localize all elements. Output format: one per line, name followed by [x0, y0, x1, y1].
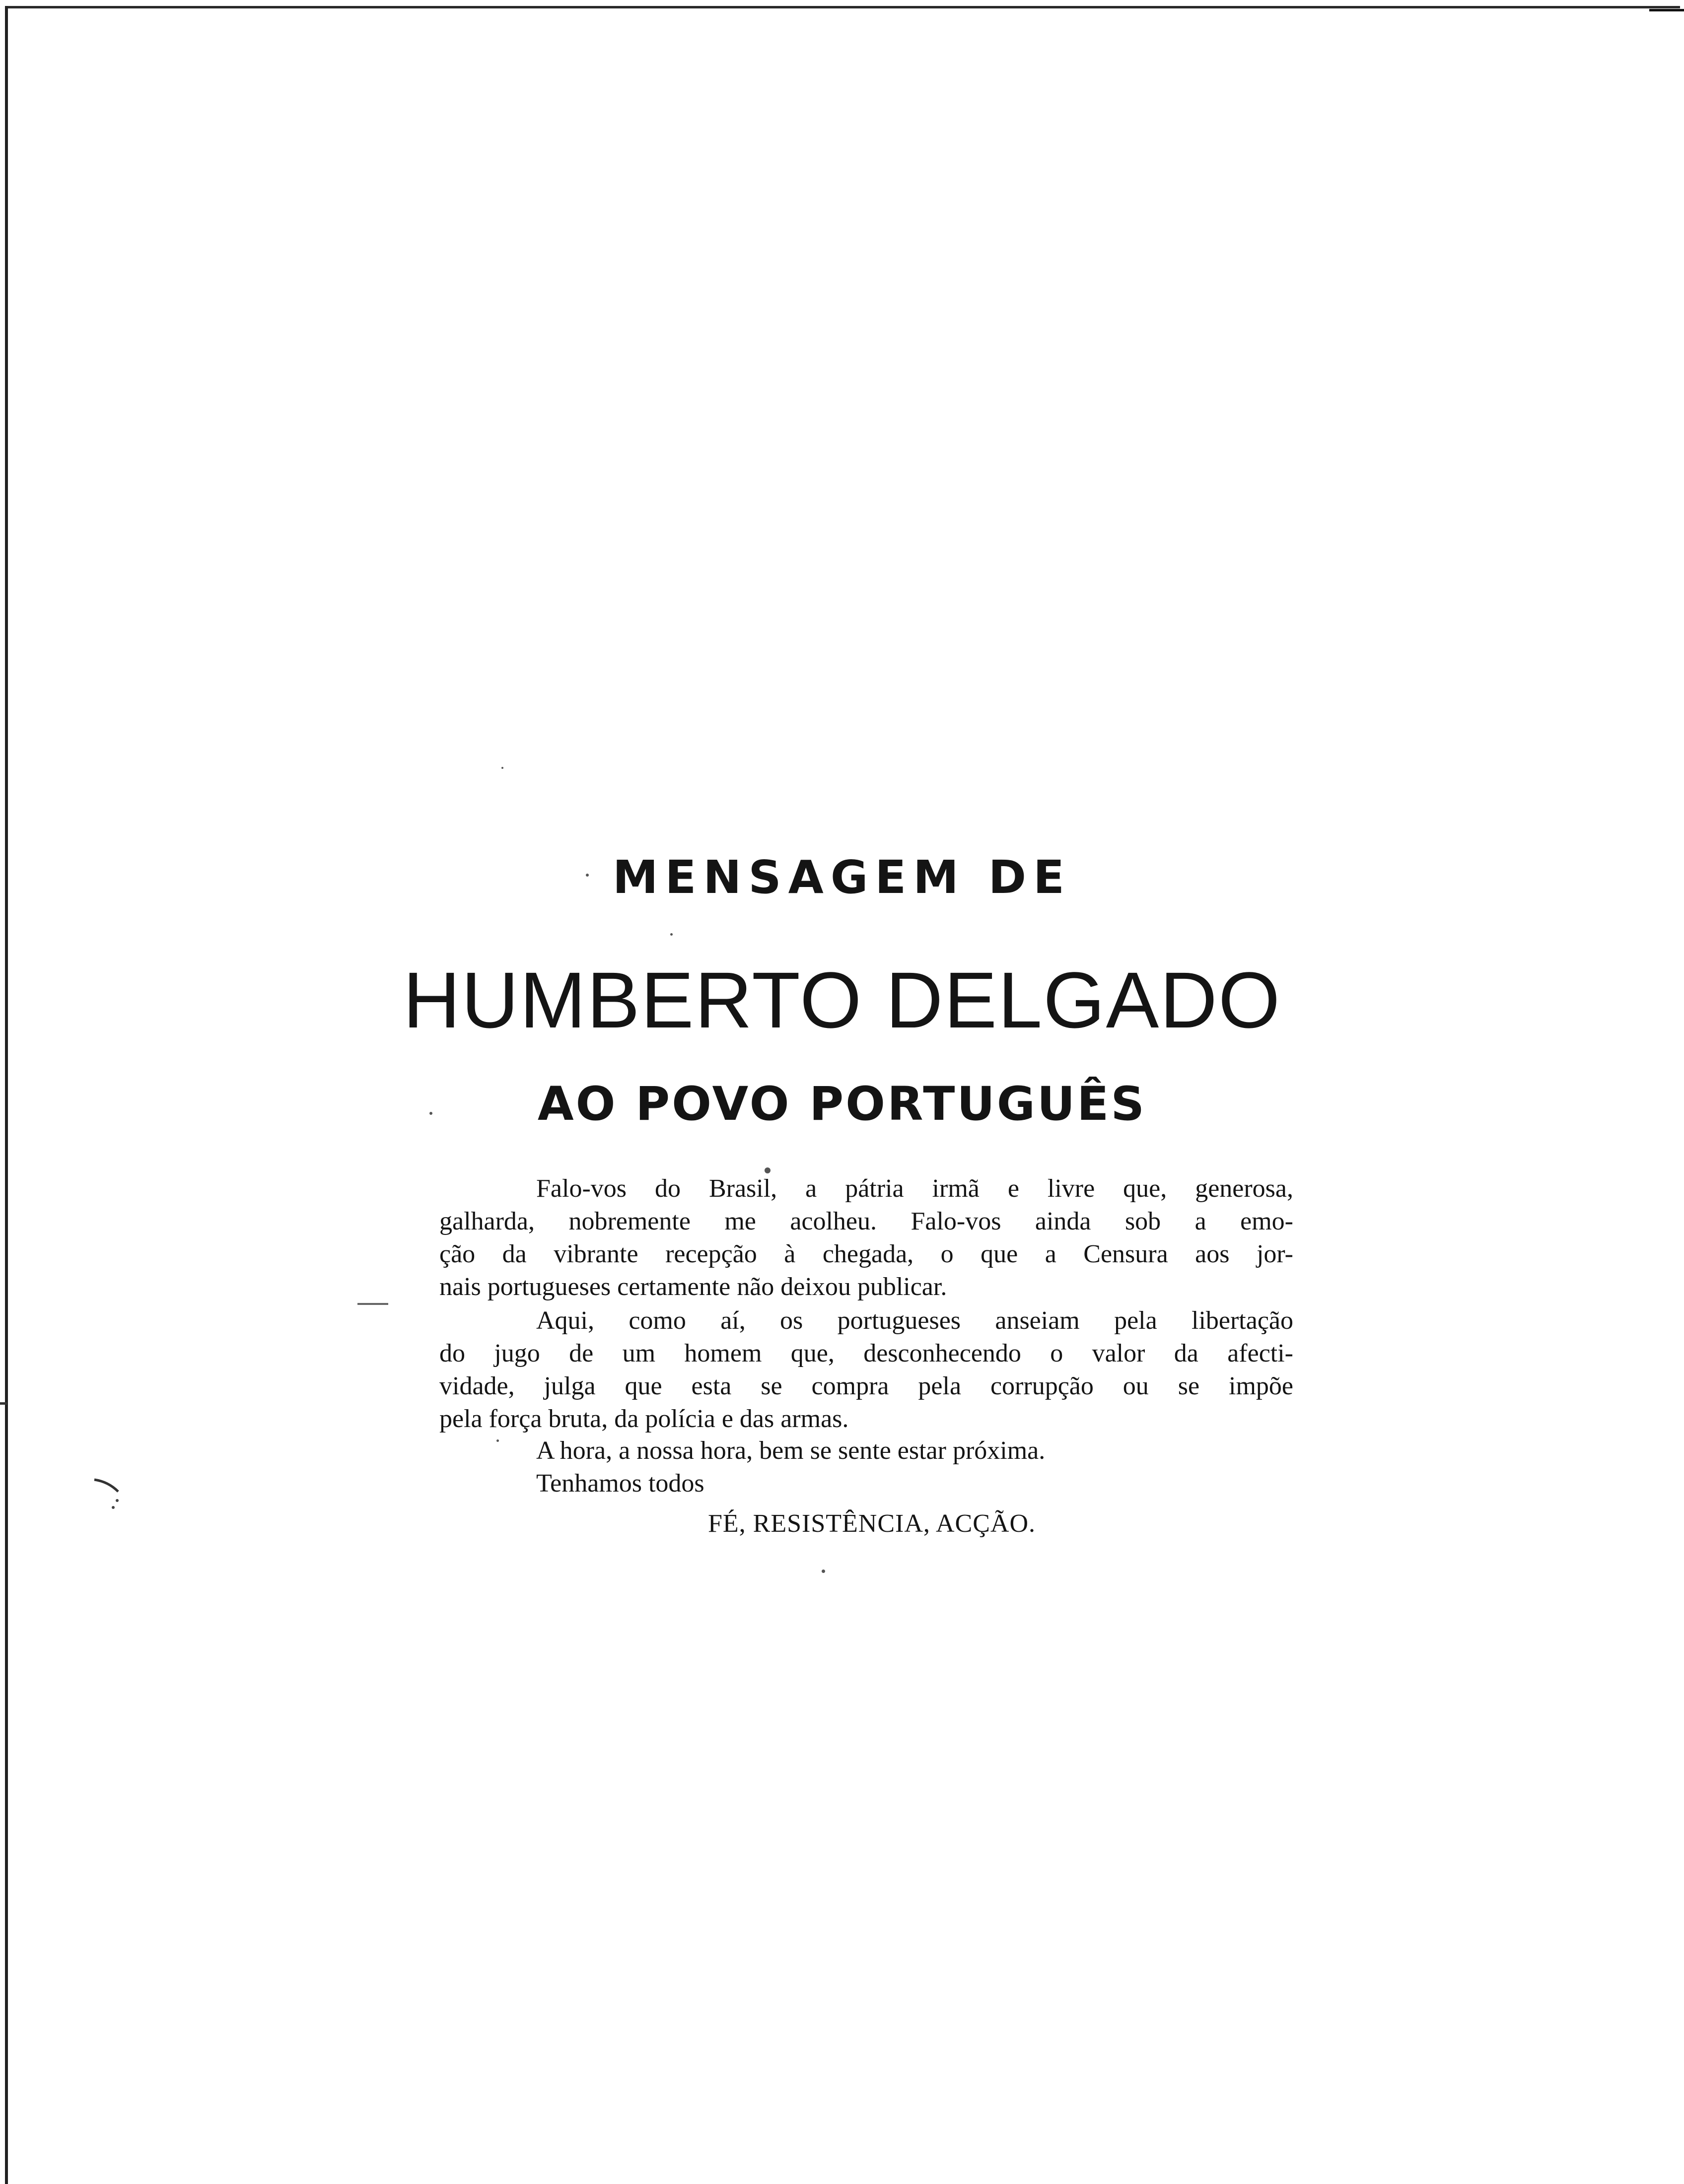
- paragraph-2: [439, 1304, 1293, 1435]
- text-line: pela força bruta, da polícia e das armas.: [439, 1405, 849, 1433]
- heading-ao-povo-portugues: AO POVO PORTUGUÊS: [537, 1077, 1147, 1131]
- closing-motto: FÉ, RESISTÊNCIA, ACÇÃO.: [707, 1509, 1036, 1538]
- text-line: nais portugueses certamente não deixou publicar.: [439, 1273, 947, 1301]
- text-line: Falo-vos do Brasil, a pátria irmã e livre que, generosa,: [536, 1174, 1293, 1203]
- scan-border-top: [6, 6, 1680, 8]
- text-line: A hora, a nossa hora, bem se sente estar próxima.: [536, 1436, 1046, 1465]
- scan-dash-mark: [357, 1303, 388, 1305]
- paragraph-1: [439, 1172, 1293, 1303]
- text-line: ção da vibrante recepção à chegada, o que a Censura aos jor-: [439, 1240, 1293, 1268]
- text-line: do jugo de um homem que, desconhecendo o valor da afecti-: [439, 1339, 1293, 1367]
- scan-speck: [670, 933, 673, 936]
- scan-edge-dash: [0, 1402, 7, 1405]
- text-line: Tenhamos todos: [536, 1469, 704, 1498]
- scan-speck: [822, 1570, 825, 1573]
- heading-humberto-delgado: HUMBERTO DELGADO: [403, 956, 1281, 1044]
- text-line: galharda, nobremente me acolheu. Falo-vos ainda sob a emo-: [439, 1207, 1293, 1235]
- text-line: Aqui, como aí, os portugueses anseiam pela libertação: [536, 1306, 1293, 1335]
- scan-side-mark: [93, 1477, 123, 1511]
- text-line: vidade, julga que esta se compra pela corrupção ou se impõe: [439, 1372, 1293, 1400]
- paragraph-3: [439, 1434, 1293, 1500]
- scan-corner-mark: [1649, 9, 1684, 11]
- heading-mensagem-de: MENSAGEM DE: [612, 851, 1071, 904]
- scan-speck: [501, 767, 503, 769]
